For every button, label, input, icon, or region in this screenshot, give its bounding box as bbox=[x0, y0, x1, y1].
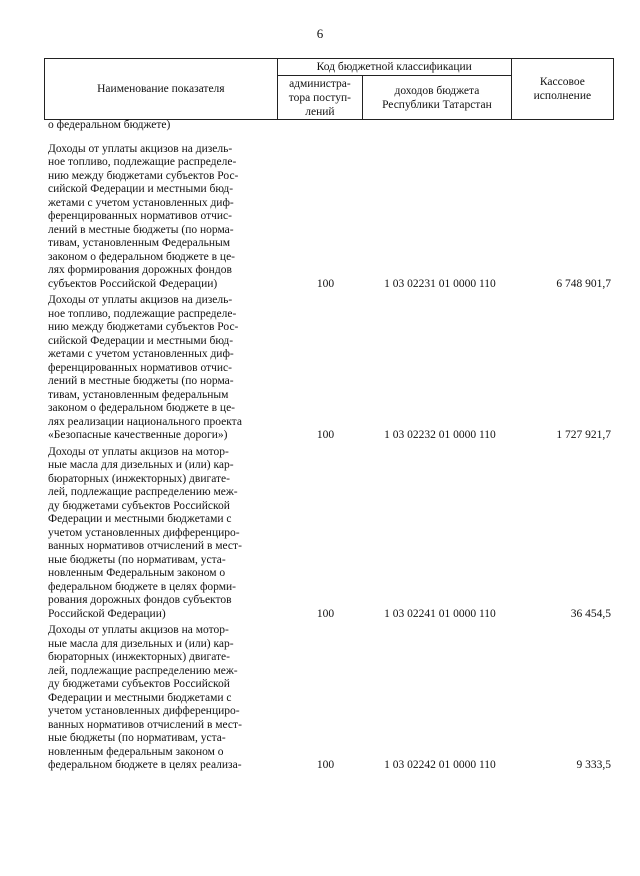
row-name: Доходы от уплаты акцизов на мотор- ные масла для дизельных и (или) кар- бюраторных (инжекторных) двигате- лей, подлежащие распределению меж- ду бюджетами субъектов Российской Федерации и местными бюджетами с учетом установленных дифференциро- ванных нормативов отчислений в мест- ные бюджеты (по нормативам, уста- новленным Федеральным законом о федеральном бюджете в целях форми- рования дорожных фондов субъектов Российской Федерации) bbox=[48, 445, 242, 620]
row-name: Доходы от уплаты акцизов на дизель- ное топливо, подлежащие распределе- нию между бюджетами субъектов Рос- сийской Федерации и местными бюд- жетами с учетом установленных диф- ференцированных нормативов отчис- лений в местные бюджеты (по норма- тивам, установленным Федеральным законом о федеральном бюджете в це- лях формирования дорожных фондов субъектов Российской Федерации) bbox=[48, 142, 239, 290]
row-income-code: 1 03 02232 01 0000 110 bbox=[384, 429, 496, 441]
table-row bbox=[44, 143, 614, 292]
row-name: Доходы от уплаты акцизов на дизель- ное топливо, подлежащие распределе- нию между бюджетами субъектов Рос- сийской Федерации и местными бюд- жетами с учетом установленных диф- ференцированных нормативов отчис- лений в местные бюджеты (по норма- тивам, установленным федеральным законом о федеральном бюджете в це- лях реализации национального проекта «Безопасные качественные дороги») bbox=[48, 294, 242, 441]
row-admin-code: 100 bbox=[316, 607, 335, 620]
row-admin-code: 100 bbox=[316, 759, 335, 771]
header-classification-group: Код бюджетной классификации bbox=[277, 59, 511, 76]
row-exec-value: 9 333,5 bbox=[576, 759, 611, 771]
continuation-text: о федеральном бюджете) bbox=[48, 119, 171, 131]
header-name: Наименование показателя bbox=[45, 59, 278, 120]
header-exec: Кассовое исполнение bbox=[511, 59, 613, 120]
table-body bbox=[44, 119, 614, 773]
row-income-code: 1 03 02231 01 0000 110 bbox=[384, 277, 496, 290]
page-number: 6 bbox=[316, 26, 324, 41]
table-row bbox=[44, 446, 614, 622]
row-income-code: 1 03 02241 01 0000 110 bbox=[384, 607, 496, 620]
header-admin: администра- тора поступ- лений bbox=[277, 76, 362, 120]
row-exec-value: 36 454,5 bbox=[570, 607, 611, 620]
row-admin-code: 100 bbox=[316, 429, 335, 441]
row-exec-value: 6 748 901,7 bbox=[556, 277, 611, 290]
table-row bbox=[44, 624, 614, 773]
row-income-code: 1 03 02242 01 0000 110 bbox=[384, 759, 496, 771]
row-admin-code: 100 bbox=[316, 277, 335, 290]
row-name: Доходы от уплаты акцизов на мотор- ные масла для дизельных и (или) кар- бюраторных (инжекторных) двигате- лей, подлежащие распределению меж- ду бюджетами субъектов Российской Федерации и местными бюджетами с учетом установленных дифференциро- ванных нормативов отчислений в мест- ные бюджеты (по нормативам, уста- новленным федеральным законом о федеральном бюджете в целях реализа- bbox=[48, 624, 242, 771]
table-row bbox=[44, 294, 614, 443]
budget-table-header bbox=[44, 58, 614, 120]
header-income-code: доходов бюджета Республики Татарстан bbox=[363, 76, 512, 120]
row-exec-value: 1 727 921,7 bbox=[556, 429, 611, 441]
